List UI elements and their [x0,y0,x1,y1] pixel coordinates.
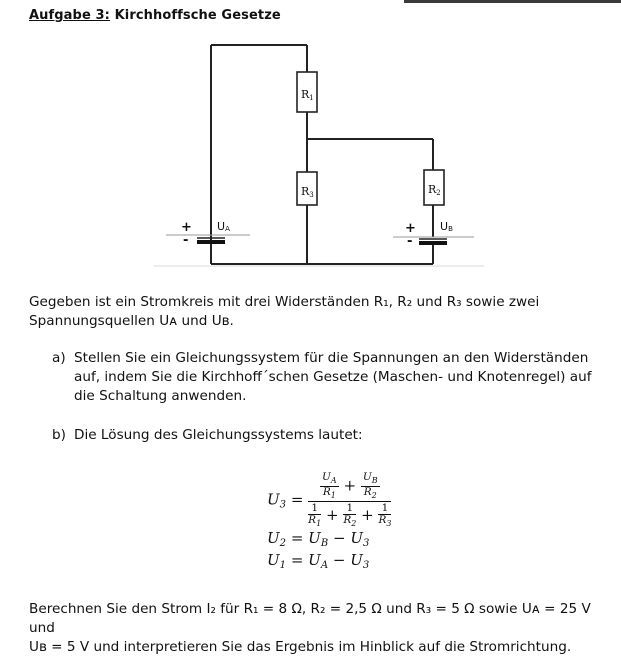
part-b-text: Die Lösung des Gleichungssystems lautet: [74,427,363,443]
voltage-source-ub [393,237,474,245]
u3-fraction: $\frac{U_A}{R_1}$ + $\frac{U_B}{R_2}$ $\frac{1}{R_1}$ + $\frac{1}{R_2}$ + $\frac{1}{R_3}$ [308,471,392,528]
circuit-diagram [0,0,621,290]
label-ub: UB [440,220,453,233]
equation-u1: $U_1 = U_A - U_3$ [267,551,370,571]
part-a [52,349,617,409]
equation-u2: $U_2 = U_B - U_3$ [267,529,370,549]
part-a-label: a) [52,350,66,366]
intro-paragraph [29,293,609,331]
question-line-1: Berechnen Sie den Strom I₂ für R₁ = 8 Ω, R₂ = 2,5 Ω und R₃ = 5 Ω sowie Uᴀ = 25 V und [29,601,591,636]
equation-u3: $U_3$ = $\frac{U_A}{R_1}$ + $\frac{U_B}{R_2}$ $\frac{1}{R_1}$ + $\frac{1}{R_2}$ + $\frac{1}{R_3}$ [267,471,392,528]
question-paragraph [29,600,609,657]
intro-line-2: Spannungsquellen Uᴀ und Uʙ. [29,313,234,329]
task-title-text: Kirchhoffsche Gesetze [114,8,281,23]
intro-line-1: Gegeben ist ein Stromkreis mit drei Widerständen R₁, R₂ und R₃ sowie zwei [29,294,540,310]
part-b [52,426,617,446]
voltage-source-ua [166,235,250,244]
part-b-label: b) [52,427,66,443]
minus-ua: - [183,233,189,248]
question-line-2: Uʙ = 5 V und interpretieren Sie das Ergebnis im Hinblick auf die Stromrichtung. [29,639,572,655]
label-r1: R1 [301,88,314,102]
minus-ub: - [407,234,413,249]
label-ua: UA [217,220,230,233]
part-a-text: Stellen Sie ein Gleichungssystem für die Spannungen an den Widerständen auf, indem Sie die Kirchhoff´schen Gesetze (Maschen- und Knotenregel) auf die Schaltung anwenden. [74,350,592,404]
plus-ua: + [181,220,192,235]
label-r3: R3 [301,185,314,199]
plus-ub: + [405,221,416,236]
label-r2: R2 [428,183,441,197]
task-number: Aufgabe 3: [29,8,110,23]
